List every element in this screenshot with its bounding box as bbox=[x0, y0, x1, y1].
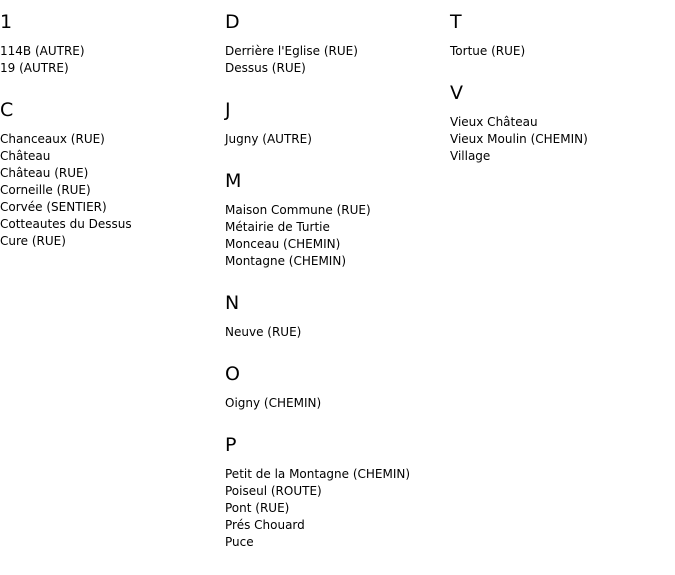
street-link[interactable]: Cure (RUE) bbox=[0, 234, 66, 248]
street-link[interactable]: Derrière l'Eglise (RUE) bbox=[225, 44, 358, 58]
street-link[interactable]: Métairie de Turtie bbox=[225, 220, 330, 234]
street-list bbox=[225, 395, 450, 412]
street-link[interactable]: Dessus (RUE) bbox=[225, 61, 306, 75]
street-link[interactable]: Village bbox=[450, 149, 491, 163]
letter-heading: T bbox=[450, 11, 462, 33]
street-link[interactable]: Vieux Château bbox=[450, 115, 538, 129]
letter-heading: C bbox=[0, 99, 14, 121]
letter-heading: P bbox=[225, 434, 237, 456]
letter-group-v bbox=[450, 80, 675, 165]
street-link[interactable]: Montagne (CHEMIN) bbox=[225, 254, 346, 268]
letter-group-c bbox=[0, 97, 225, 250]
street-link[interactable]: Vieux Moulin (CHEMIN) bbox=[450, 132, 588, 146]
letter-group-1 bbox=[0, 9, 225, 77]
street-link[interactable]: Corneille (RUE) bbox=[0, 183, 91, 197]
street-list bbox=[225, 131, 450, 148]
letter-group-t bbox=[450, 9, 675, 60]
street-link[interactable]: Cotteautes du Dessus bbox=[0, 217, 132, 231]
index-column-1 bbox=[0, 9, 225, 270]
street-list bbox=[225, 202, 450, 270]
street-list bbox=[450, 114, 675, 165]
street-list bbox=[225, 43, 450, 77]
street-link[interactable]: Pont (RUE) bbox=[225, 501, 290, 515]
letter-group-o bbox=[225, 361, 450, 412]
letter-heading: O bbox=[225, 363, 240, 385]
letter-heading: D bbox=[225, 11, 240, 33]
street-link[interactable]: Tortue (RUE) bbox=[450, 44, 526, 58]
letter-group-n bbox=[225, 290, 450, 341]
street-link[interactable]: Monceau (CHEMIN) bbox=[225, 237, 341, 251]
letter-heading: N bbox=[225, 292, 240, 314]
letter-heading: M bbox=[225, 170, 242, 192]
letter-group-p bbox=[225, 432, 450, 551]
street-list bbox=[450, 43, 675, 60]
street-link[interactable]: Oigny (CHEMIN) bbox=[225, 396, 322, 410]
index-column-3 bbox=[450, 9, 675, 185]
street-link[interactable]: Prés Chouard bbox=[225, 518, 305, 532]
street-link[interactable]: Maison Commune (RUE) bbox=[225, 203, 371, 217]
street-link[interactable]: Jugny (AUTRE) bbox=[225, 132, 312, 146]
street-link[interactable]: 19 (AUTRE) bbox=[0, 61, 69, 75]
street-list bbox=[225, 324, 450, 341]
letter-heading: V bbox=[450, 82, 463, 104]
street-link[interactable]: Poiseul (ROUTE) bbox=[225, 484, 322, 498]
street-link[interactable]: Château (RUE) bbox=[0, 166, 89, 180]
letter-heading: 1 bbox=[0, 11, 13, 33]
street-list bbox=[225, 466, 450, 551]
street-link[interactable]: Corvée (SENTIER) bbox=[0, 200, 107, 214]
street-link[interactable]: Château bbox=[0, 149, 51, 163]
letter-heading: J bbox=[225, 99, 231, 121]
street-link[interactable]: Petit de la Montagne (CHEMIN) bbox=[225, 467, 411, 481]
street-link[interactable]: Neuve (RUE) bbox=[225, 325, 302, 339]
street-link[interactable]: 114B (AUTRE) bbox=[0, 44, 85, 58]
street-link[interactable]: Chanceaux (RUE) bbox=[0, 132, 105, 146]
letter-group-m bbox=[225, 168, 450, 270]
street-list bbox=[0, 131, 225, 250]
letter-group-j bbox=[225, 97, 450, 148]
street-link[interactable]: Puce bbox=[225, 535, 254, 549]
index-column-2 bbox=[225, 9, 450, 571]
letter-group-d bbox=[225, 9, 450, 77]
street-list bbox=[0, 43, 225, 77]
